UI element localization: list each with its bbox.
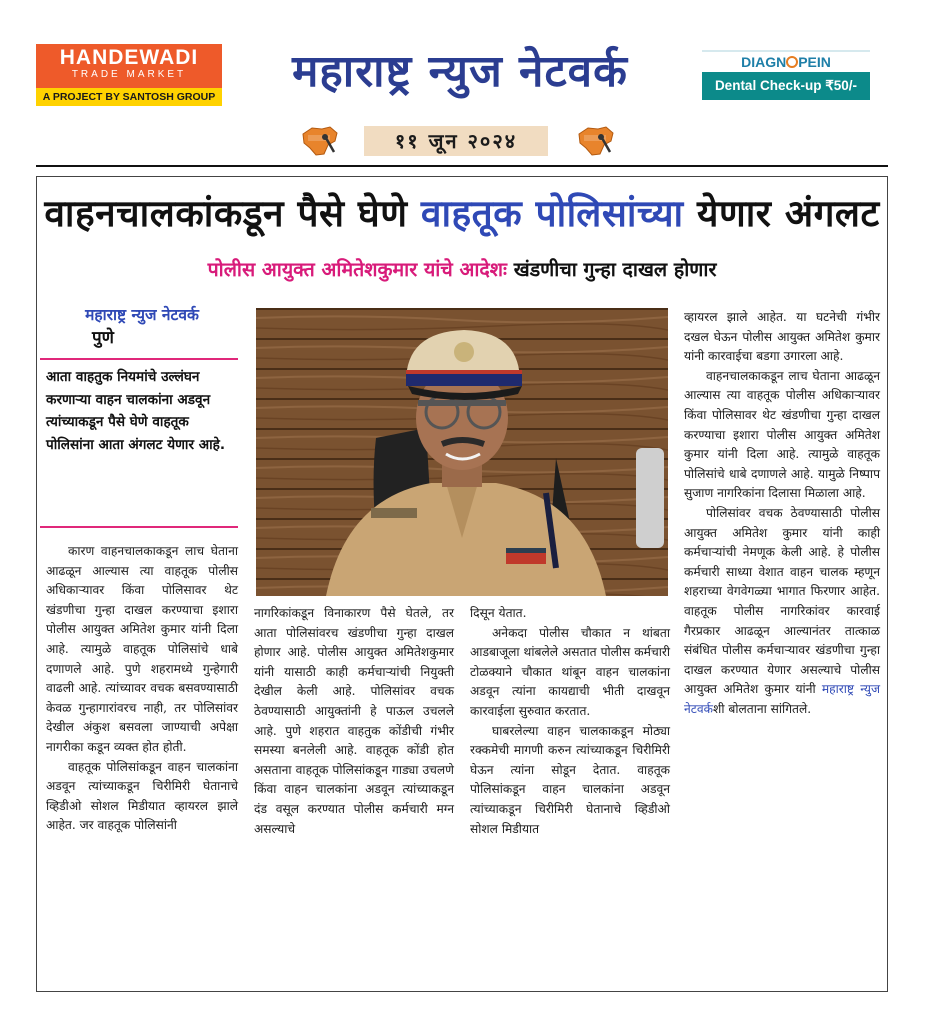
column-1 [46, 542, 238, 836]
byline-network: महाराष्ट्र न्युज नेटवर्क [85, 306, 199, 324]
paragraph: वाहतूक पोलिसांकडून वाहन चालकांना अडवून त्यांच्याकडून चिरीमिरी घेतानाचे व्हिडीओ सोशल मिडीयात व्हायरल झाले आहेत. जर वाहतूक पोलिसांनी [46, 759, 238, 833]
handewadi-ad[interactable] [36, 44, 222, 106]
paragraph: अनेकदा पोलीस चौकात न थांबता आडबाजूला थांबलेले असतात पोलीस कर्मचारी टोळक्याने चौकात थांबून वाहन चालकांना अडवून त्यांना कायद्याची भीती दाखवून कारवाईला सुरुवात करतात. [470, 625, 670, 718]
masthead-rule [36, 165, 888, 167]
paragraph: नागरिकांकडून विनाकारण पैसे घेतले, तर आता पोलिसांवरच खंडणीचा गुन्हा दाखल होणार आहे. पोलीस आयुक्त अमितेशकुमार यांनी यासाठी काही कर्मचाऱ्यांची नियुक्ती देखील केली आहे. पोलिसांवर वचक ठेवण्यासाठी आयुक्तांनी हे पाऊल उचलले आहे. पुणे शहरात वाहतुक कोंडीची गंभीर समस्या बनलेली आहे. वाहतूक कोंडी होत असताना वाहतूक पोलिसांकडून गाड्या उचलणे किंवा वाहन चालकांना अडवून त्यांच्याकडून दंड वसूल करण्यात पोलीस कर्मचारी मग्न असल्याचे [254, 606, 454, 836]
diagnopein-ad[interactable] [702, 50, 870, 102]
tooth-ring-icon [786, 56, 798, 68]
headline: वाहनचालकांकडून पैसे घेणे वाहतूक पोलिसांच्या येणार अंगलट [44, 192, 880, 235]
police-commissioner-photo [254, 306, 670, 598]
column-3 [470, 604, 670, 839]
lede: आता वाहतुक नियमांचे उल्लंघन करणाऱ्या वाहन चालकांना अडवून त्यांच्याकडून पैसे घेणे वाहतूक पोलिसांना आता अंगलट येणार आहे. [46, 369, 226, 453]
ad-tagline: A PROJECT BY SANTOSH GROUP [36, 88, 222, 106]
ad-sub: TRADE MARKET [71, 69, 187, 80]
byline [44, 304, 240, 350]
byline-city: पुणे [92, 328, 114, 348]
masthead-title: महाराष्ट्र न्युज नेटवर्क [292, 46, 628, 97]
paragraph: घाबरलेल्या वाहन चालकाकडून मोठ्या रक्कमेची मागणी करुन त्यांच्याकडून चिरीमिरी घेऊन त्यांना सोडून देतात. वाहतूक पोलिसांकडून वाहन चालकांना अडवून त्यांच्याकडून चिरीमिरी घेतानाचे व्हिडीओ सोशल मिडीयात [470, 723, 670, 836]
date-row [300, 124, 618, 160]
paragraph: पोलिसांवर वचक ठेवण्यासाठी पोलीस आयुक्त अमितेश कुमार यांनी काही कर्मचाऱ्यांची नेमणूक केली आहे. हे पोलीस कर्मचारी साध्या वेशात वाहन चालक म्हणून शहराच्या वेगवेगळ्या भागात फिरणार आहेत. वाहतूक पोलीस नागरिकांवर कारवाई गैरप्रकार आढळून आल्यानंतर तात्काळ संबंधित पोलीस कर्मचाऱ्यावर खंडणीचा गुन्हा दाखल करण्यात येणार असल्याचे पोलीस आयुक्त अमितेश कुमार यांनी महाराष्ट्र न्युज नेटवर्कशी बोलताना सांगितले. [684, 505, 880, 716]
maharashtra-map-icon [300, 124, 340, 158]
column-4 [684, 308, 880, 719]
divider [40, 526, 238, 528]
ad-right-tagline: Dental Check-up ₹50/- [702, 72, 870, 100]
paragraph: कारण वाहनचालकाकडून लाच घेताना आढळून आल्यास त्या वाहतूक पोलीस अधिकाऱ्यावर किंवा पोलिसावर थेट खंडणीचा गुन्हा दाखल करण्याचा इशारा पोलीस आयुक्त अमितेश कुमार यांनी दिला आहे. त्यामुळे वाहतूक पोलिसांचे धाबे दणाणले आहे. पुणे शहरामध्ये गुन्हेगारी वाढली आहे. त्यांच्यावर वचक बसवण्यासाठी केवळ गुन्हागारांवरच नाही, तर पोलिसांवर देखील अंकुश बसवला जाण्याची अपेक्षा नागरीका कडून व्यक्त होत होती. [46, 544, 238, 754]
paragraph: वाहनचालकाकडून लाच घेताना आढळून आल्यास त्या वाहतूक पोलीस अधिकाऱ्यावर किंवा पोलिसावर थेट खंडणीचा गुन्हा दाखल करण्याचा इशारा पोलीस आयुक्त अमितेश कुमार यांनी दिला आहे. त्यामुळे वाहतूक पोलिसांचे धाबे दणाणले आहे. यामुळे निष्पाप सुजाण नागरिकांना दिलासा मिळाला आहे. [684, 368, 880, 501]
column-2 [254, 604, 454, 839]
paragraph: दिसून येतात. [470, 606, 527, 620]
maharashtra-map-icon [576, 124, 616, 158]
divider [40, 358, 238, 360]
paragraph: व्हायरल झाले आहेत. या घटनेची गंभीर दखल घेऊन पोलीस आयुक्त अमितेश कुमार यांनी कारवाईचा बडगा उगारला आहे. [684, 310, 880, 364]
ad-brand: HANDEWADI [59, 46, 199, 69]
network-mention: महाराष्ट्र न्युज नेटवर्क [684, 682, 880, 716]
subheadline: पोलीस आयुक्त अमितेशकुमार यांचे आदेशः खंडणीचा गुन्हा दाखल होणार [207, 258, 717, 281]
issue-date: ११ जून २०२४ [364, 126, 548, 156]
diagnopein-logo: DIAGN PEIN [702, 50, 870, 72]
